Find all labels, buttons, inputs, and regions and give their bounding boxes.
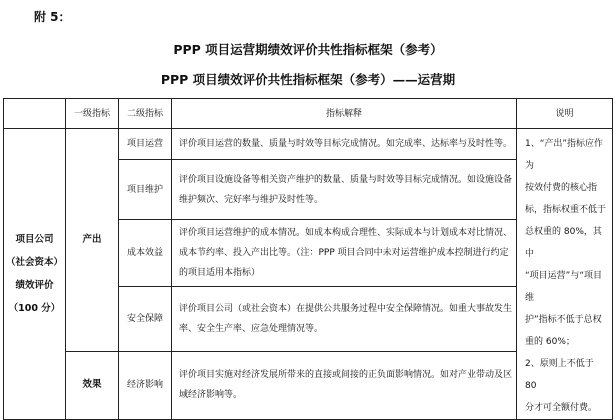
explanation-operation: 评价项目运营的数量、质量与时效等目标完成情况。如完成率、达标率与及时性等。 xyxy=(172,129,517,160)
header-explanation: 指标解释 xyxy=(172,99,517,129)
explanation-maintenance: 评价项目设施设备等相关资产维护的数量、质量与时效等目标完成情况。如设施设备维护频次、完好率与维护及时性等。 xyxy=(172,160,517,220)
header-notes: 说明 xyxy=(517,99,613,129)
level2-maintenance: 项目维护 xyxy=(119,160,172,220)
level1-effect: 效果 xyxy=(66,351,119,419)
level2-operation: 项目运营 xyxy=(119,129,172,160)
notes-cell: 1、“产出”指标应作为 按效付费的核心指 标，指标权重不低于 总权重的 80%，其中 “项目运营”与“项目维 护”指标不低于总权 重的 60%； 2、原则上不低于 80 分才可全额付费。 xyxy=(517,129,613,420)
table-row xyxy=(4,129,613,160)
level2-economic-impact: 经济影响 xyxy=(119,351,172,419)
level2-safety: 安全保障 xyxy=(119,287,172,351)
indicator-table xyxy=(3,98,613,420)
level1-output: 产出 xyxy=(66,129,119,352)
header-level2: 二级指标 xyxy=(119,99,172,129)
level2-cost-benefit: 成本效益 xyxy=(119,220,172,287)
annex-label: 附 5： xyxy=(34,10,71,24)
header-entity xyxy=(4,99,66,129)
header-level1: 一级指标 xyxy=(66,99,119,129)
document-title: PPP 项目运营期绩效评价共性指标框架（参考） xyxy=(173,42,443,57)
table-header-row xyxy=(4,99,613,129)
explanation-safety: 评价项目公司（或社会资本）在提供公共服务过程中安全保障情况。如重大事故发生率、安全生产率、应急处理情况等。 xyxy=(172,287,517,351)
table-title: PPP 项目绩效评价共性指标框架（参考）——运营期 xyxy=(160,72,456,87)
explanation-cost-benefit: 评价项目运营维护的成本情况。如成本构成合理性、实际成本与计划成本对比情况、成本节约率、投入产出比等。（注：PPP 项目合同中未对运营维护成本控制进行约定的项目适用本指标） xyxy=(172,220,517,287)
explanation-economic-impact: 评价项目实施对经济发展所带来的直接或间接的正负面影响情况。如对产业带动及区域经济影响等。 xyxy=(172,351,517,419)
evaluated-entity: 项目公司 （社会资本） 绩效评价 （100 分） xyxy=(4,129,66,420)
